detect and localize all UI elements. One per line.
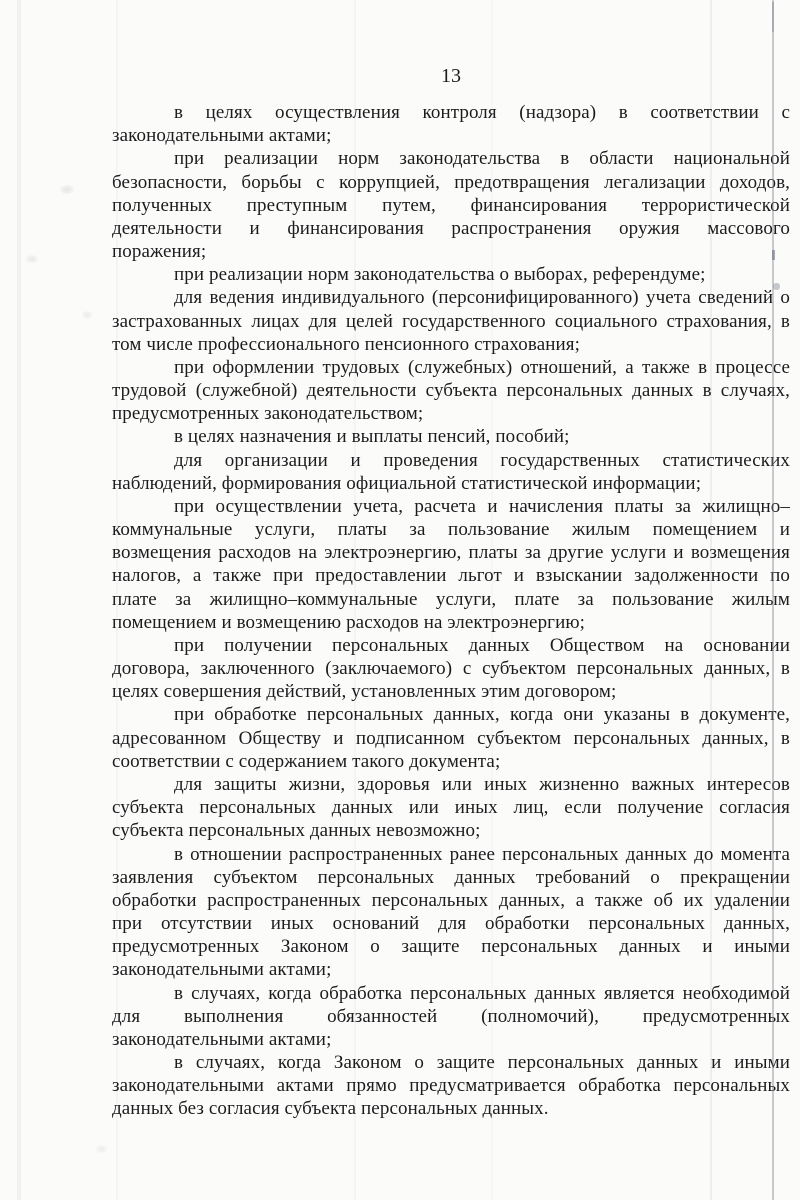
text-line: обработки распространенных персональных данных, а также об их удалении [112, 889, 790, 911]
scan-smudge [82, 311, 92, 319]
text-line: помещением и возмещению расходов на электроэнергию; [112, 611, 586, 633]
text-line: заявления субъектом персональных данных требований о прекращении [112, 866, 790, 888]
text-line: для выполнения обязанностей (полномочий), предусмотренных [112, 1005, 790, 1027]
text-line: законодательными актами; [112, 1028, 332, 1050]
text-line: при оформлении трудовых (служебных) отношений, а также в процессе [174, 356, 790, 378]
text-line: соответствии с содержанием такого документа; [112, 750, 501, 772]
text-line: при реализации норм законодательства в области национальной [174, 148, 790, 170]
text-line: возмещения расходов на электроэнергию, платы за другие услуги и возмещения [112, 542, 790, 564]
text-line: при отсутствии иных оснований для обработки персональных данных, [112, 913, 790, 935]
text-line: для ведения индивидуального (персонифицированного) учета сведений о [174, 287, 790, 309]
scan-smudge [96, 1145, 107, 1153]
text-line: наблюдений, формирования официальной статистической информации; [112, 472, 702, 494]
text-line: субъекта персональных данных или иных лиц, если получение согласия [112, 797, 790, 819]
text-line: законодательными актами прямо предусматривается обработка персональных [112, 1075, 790, 1097]
text-line: целях совершения действий, установленных этим договором; [112, 681, 617, 703]
text-line: в целях осуществления контроля (надзора) в соответствии с [174, 102, 790, 123]
text-line: при осуществлении учета, расчета и начисления платы за жилищно– [174, 495, 790, 517]
text-line: том числе профессионального пенсионного страхования; [112, 333, 581, 355]
scan-streak-left [17, 0, 21, 1200]
text-line: в случаях, когда Законом о защите персональных данных и иными [174, 1052, 790, 1074]
text-line: в отношении распространенных ранее персональных данных до момента [174, 843, 790, 865]
text-line: законодательными актами; [112, 959, 332, 981]
text-line: полученных преступным путем, финансирования террористической [112, 194, 790, 216]
text-line: в случаях, когда обработка персональных данных является необходимой [174, 982, 790, 1004]
text-line: трудовой (служебной) деятельности субъекта персональных данных в случаях, [112, 380, 790, 402]
scan-artifact-dash [772, 2, 774, 32]
text-line: коммунальные услуги, платы за пользование жилым помещением и [112, 519, 790, 541]
text-line: законодательными актами; [112, 125, 332, 147]
text-line: деятельности и финансирования распространения оружия массового [112, 217, 790, 239]
text-line: поражения; [112, 241, 207, 263]
text-line: предусмотренных законодательством; [112, 403, 424, 425]
text-line: плате за жилищно–коммунальные услуги, плате за пользование жилым [112, 588, 790, 610]
scan-smudge [26, 255, 38, 263]
text-line: в целях назначения и выплаты пенсий, пособий; [174, 426, 570, 448]
text-line: при обработке персональных данных, когда они указаны в документе, [174, 704, 790, 726]
page-number: 13 [441, 65, 461, 87]
text-line: данных без согласия субъекта персональных данных. [112, 1098, 549, 1120]
text-line: адресованном Обществу и подписанном субъектом персональных данных, в [112, 727, 790, 749]
document-body [112, 101, 790, 1121]
text-line: субъекта персональных данных невозможно; [112, 820, 481, 842]
text-line: предусмотренных Законом о защите персональных данных и иными [112, 936, 790, 958]
text-line: при реализации норм законодательства о выборах, референдуме; [174, 264, 706, 286]
text-line: налогов, а также при предоставлении льгот и взыскании задолженности по [112, 565, 790, 587]
text-line: безопасности, борьбы с коррупцией, предотвращения легализации доходов, [112, 171, 790, 193]
text-line: для организации и проведения государственных статистических [174, 449, 790, 471]
scan-smudge [60, 185, 74, 194]
text-line: договора, заключенного (заключаемого) с субъектом персональных данных, в [112, 658, 790, 680]
text-line: застрахованных лицах для целей государственного социального страхования, в [112, 310, 790, 332]
text-line: при получении персональных данных Обществом на основании [174, 634, 790, 656]
text-line: для защиты жизни, здоровья или иных жизненно важных интересов [174, 773, 790, 795]
